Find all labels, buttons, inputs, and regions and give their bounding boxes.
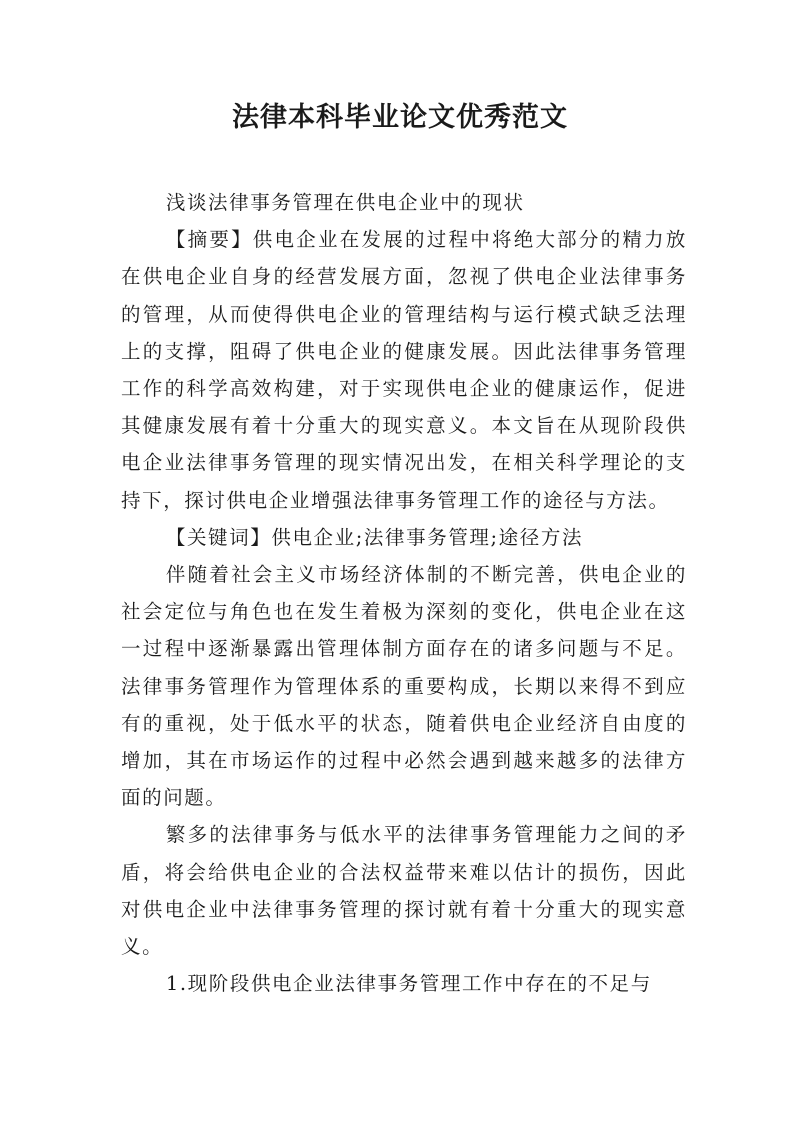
abstract-paragraph: 【摘要】供电企业在发展的过程中将绝大部分的精力放在供电企业自身的经营发展方面，忽视了供电企业法律事务的管理，从而使得供电企业的管理结构与运行模式缺乏法理上的支撑，阻碍了供电企业的健康发展。因此法律事务管理工作的科学高效构建，对于实现供电企业的健康运作，促进其健康发展有着十分重大的现实意义。本文旨在从现阶段供电企业法律事务管理的现实情况出发，在相关科学理论的支持下，探讨供电企业增强法律事务管理工作的途径与方法。 <box>121 228 687 512</box>
keywords-paragraph: 【关键词】供电企业;法律事务管理;途径方法 <box>165 525 584 549</box>
body-paragraph: 伴随着社会主义市场经济体制的不断完善，供电企业的社会定位与角色也在发生着极为深刻的变化，供电企业在这一过程中逐渐暴露出管理体制方面存在的诸多问题与不足。法律事务管理作为管理体系的重要构成，长期以来得不到应有的重视，处于低水平的状态，随着供电企业经济自由度的增加，其在市场运作的过程中必然会遇到越来越多的法律方面的问题。 <box>121 563 687 810</box>
document-body <box>121 184 687 1002</box>
document-title: 法律本科毕业论文优秀范文 <box>232 102 568 133</box>
section-heading: 1.现阶段供电企业法律事务管理工作中存在的不足与 <box>165 972 652 996</box>
body-paragraph: 繁多的法律事务与低水平的法律事务管理能力之间的矛盾，将会给供电企业的合法权益带来难以估计的损伤，因此对供电企业中法律事务管理的探讨就有着十分重大的现实意义。 <box>121 823 687 959</box>
subtitle-paragraph: 浅谈法律事务管理在供电企业中的现状 <box>165 191 525 214</box>
